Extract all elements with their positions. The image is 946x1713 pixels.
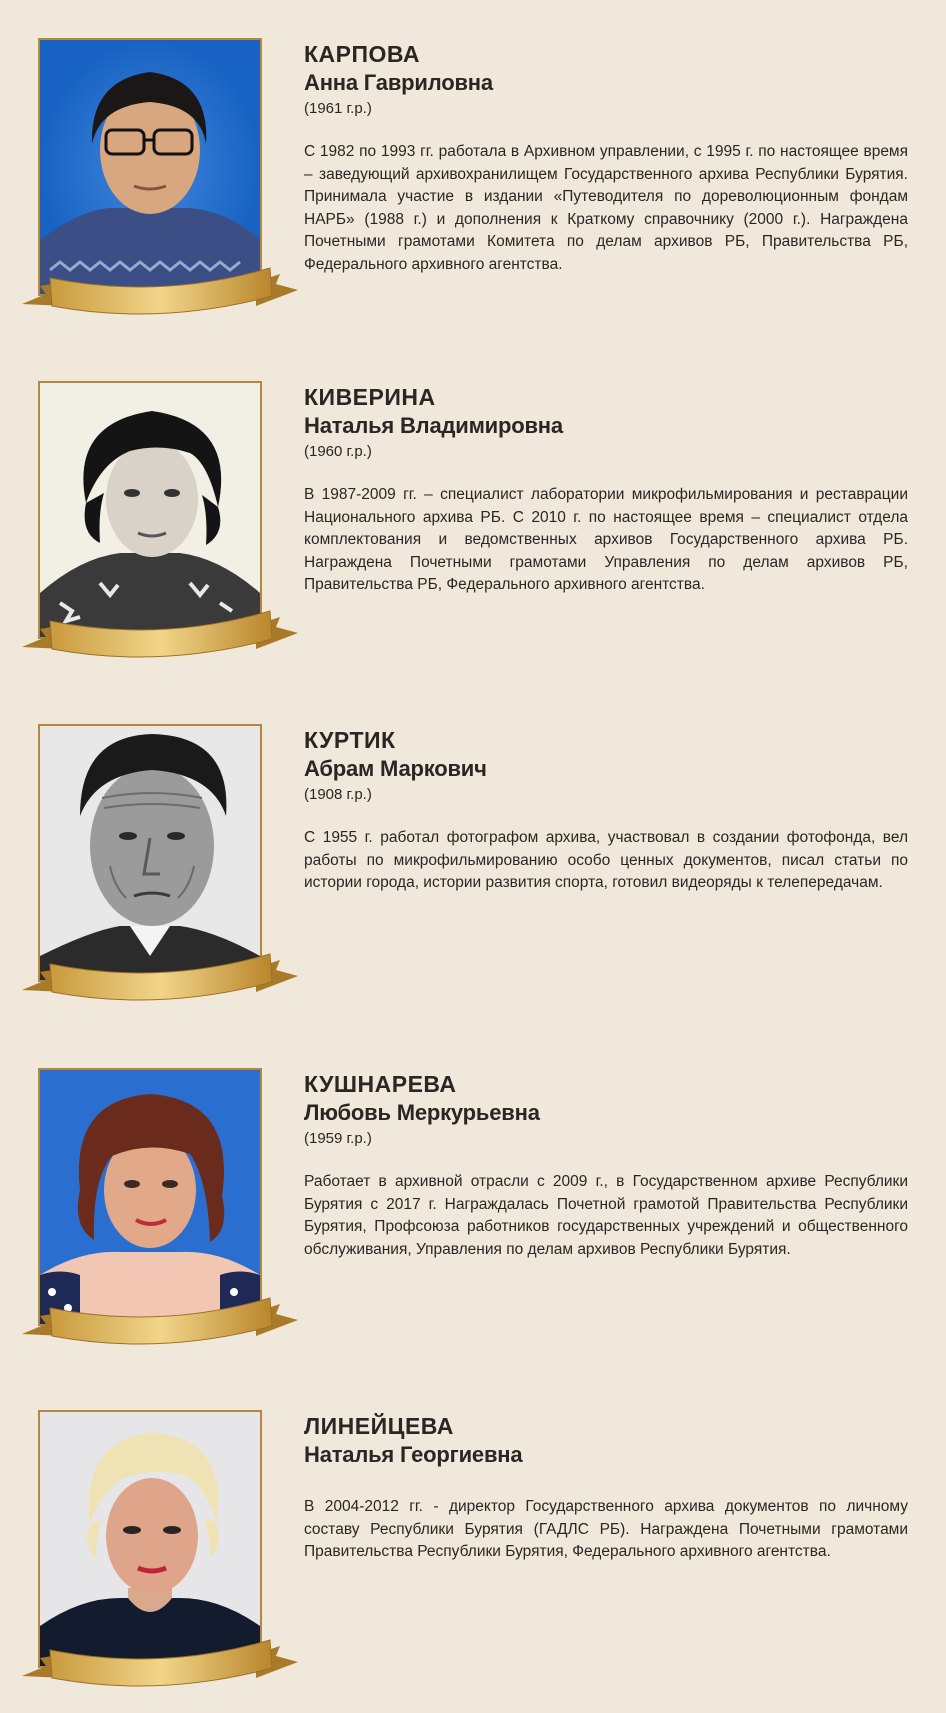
- biography: С 1982 по 1993 гг. работала в Архивном управлении, с 1995 г. по настоящее время – заведующий архивохранилищем Государственного архива Республики Бурятия. Принимала участие в издании «Путеводителя по дореволюционным фондам НАРБ» (1988 г.) и дополнения к Краткому справочнику (2000 г.). Награждена Почетными грамотами Комитета по делам архивов РБ, Правительства РБ, Федерального архивного агентства.: [304, 143, 908, 273]
- gold-ribbon: [20, 603, 300, 663]
- person-text: [304, 383, 908, 597]
- gold-ribbon: [20, 260, 300, 320]
- portrait-photo: [40, 383, 260, 637]
- person-card: [0, 724, 946, 1024]
- biography: В 2004-2012 гг. - директор Государственного архива документов по личному составу Республики Бурятия (ГАДЛС РБ). Награждена Почетными грамотами Правительства Республики Бурятия, Федерального архивного агентства.: [304, 1498, 908, 1560]
- birth-year: (1908 г.р.): [304, 786, 372, 803]
- portrait-photo: [40, 726, 260, 980]
- person-card: [0, 1410, 946, 1710]
- given-name: Анна Гавриловна: [304, 70, 493, 95]
- surname: КУРТИК: [304, 727, 396, 753]
- gold-ribbon: [20, 946, 300, 1006]
- person-card: [0, 381, 946, 681]
- biography: В 1987-2009 гг. – специалист лаборатории микрофильмирования и реставрации Национального архива РБ. С 2010 г. по настоящее время – специалист отдела комплектования и ведомственных архивов Государственного архива РБ. Награждена Почетными грамотами Управления по делам архивов РБ, Правительства РБ, Федерального архивного агентства.: [304, 486, 908, 593]
- gold-ribbon: [20, 1290, 300, 1350]
- portrait: [20, 38, 300, 338]
- portrait-frame: [38, 38, 262, 296]
- person-card: [0, 1068, 946, 1368]
- surname: ЛИНЕЙЦЕВА: [304, 1413, 454, 1439]
- given-name: Любовь Меркурьевна: [304, 1100, 540, 1125]
- birth-year: (1960 г.р.): [304, 443, 372, 460]
- portrait-frame: [38, 1068, 262, 1326]
- surname: КАРПОВА: [304, 41, 420, 67]
- portrait-photo: [40, 40, 260, 294]
- portrait-frame: [38, 381, 262, 639]
- biography: С 1955 г. работал фотографом архива, участвовал в создании фотофонда, вел работы по микрофильмированию особо ценных документов, писал статьи по истории города, истории развития спорта, готовил видеоряды к телепередачам.: [304, 829, 908, 891]
- portrait: [20, 1410, 300, 1710]
- birth-year: (1959 г.р.): [304, 1130, 372, 1147]
- portrait-frame: [38, 1410, 262, 1668]
- surname: КУШНАРЕВА: [304, 1071, 457, 1097]
- biography: Работает в архивной отрасли с 2009 г., в Государственном архиве Республики Бурятия с 2017 г. Награждалась Почетной грамотой Правительства Республики Бурятия, Профсоюза работников государственных учреждений и общественного обслуживания, Управления по делам архивов Республики Бурятия.: [304, 1173, 908, 1258]
- portrait: [20, 724, 300, 1024]
- portrait-photo: [40, 1070, 260, 1324]
- person-text: [304, 1070, 908, 1261]
- given-name: Абрам Маркович: [304, 756, 487, 781]
- birth-year: (1961 г.р.): [304, 100, 372, 117]
- portrait: [20, 381, 300, 681]
- given-name: Наталья Георгиевна: [304, 1442, 523, 1467]
- person-text: [304, 40, 908, 276]
- portrait-photo: [40, 1412, 260, 1666]
- portrait-frame: [38, 724, 262, 982]
- person-card: [0, 38, 946, 338]
- given-name: Наталья Владимировна: [304, 413, 563, 438]
- portrait: [20, 1068, 300, 1368]
- gold-ribbon: [20, 1632, 300, 1692]
- person-text: [304, 1412, 908, 1564]
- surname: КИВЕРИНА: [304, 384, 436, 410]
- person-text: [304, 726, 908, 895]
